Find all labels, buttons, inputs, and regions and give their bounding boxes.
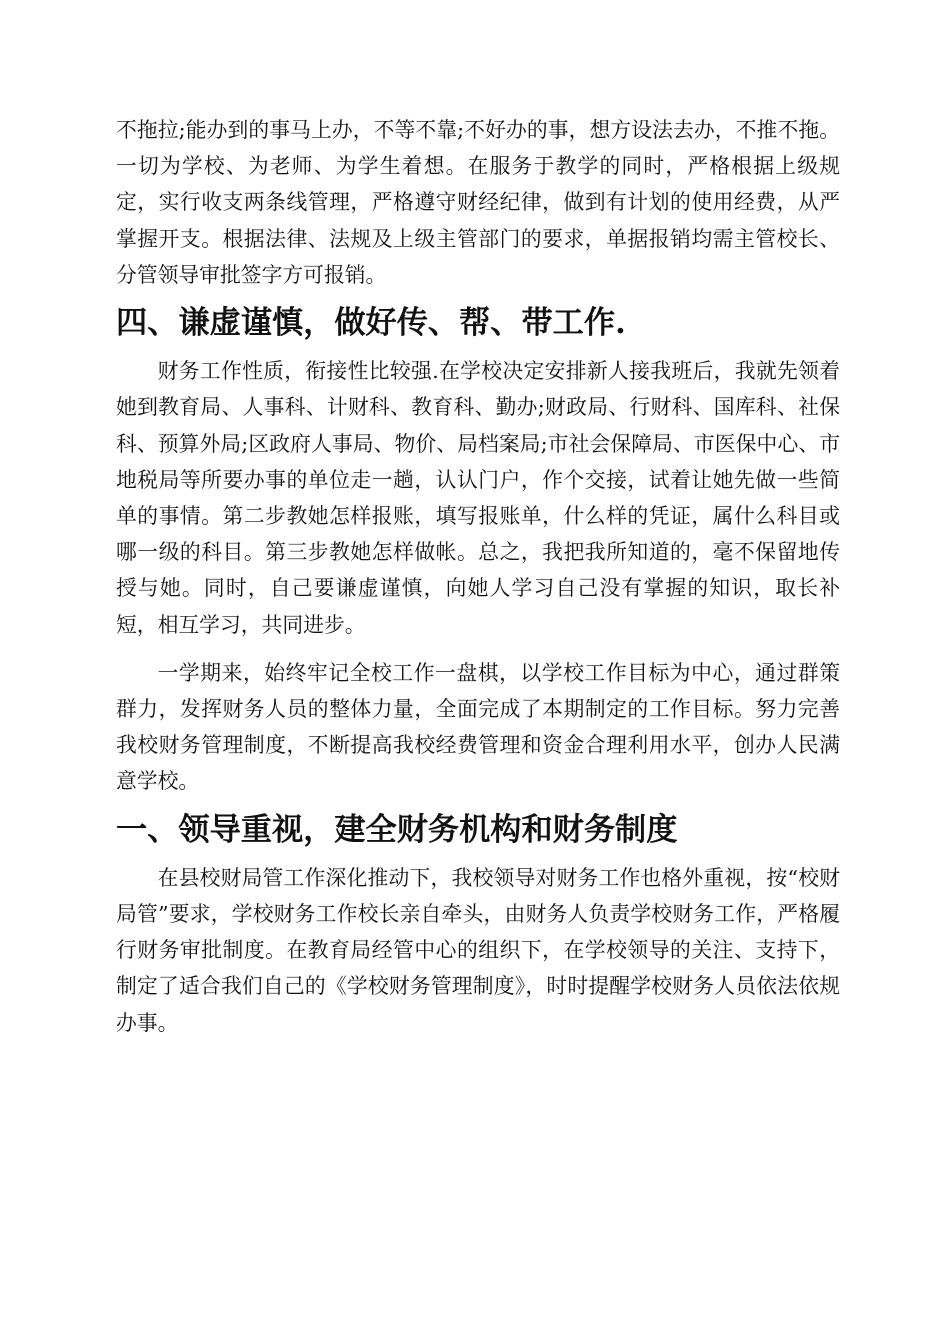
paragraph-leadership: 在县校财局管工作深化推动下，我校领导对财务工作也格外重视，按“校财局管”要求，学校财务工作校长亲自牵头，由财务人负责学校财务工作，严格履行财务审批制度。在教育局经管中心的组织下，在学校领导的关注、支持下，制定了适合我们自己的《学校财务管理制度》，时时提醒学校财务人员依法依规办事。 <box>116 865 840 1035</box>
section-heading-four: 四、谦虚谨慎，做好传、帮、带工作. <box>116 305 626 342</box>
paragraph-semester-summary: 一学期来，始终牢记全校工作一盘棋，以学校工作目标为中心，通过群策群力，发挥财务人员的整体力量，全面完成了本期制定的工作目标。努力完善我校财务管理制度，不断提高我校经费管理和资金合理利用水平，创办人民满意学校。 <box>116 660 840 794</box>
document-page <box>116 112 840 1053</box>
paragraph-mentoring: 财务工作性质，衔接性比较强.在学校决定安排新人接我班后，我就先领着她到教育局、人事科、计财科、教育科、勤办;财政局、行财科、国库科、社保科、预算外局;区政府人事局、物价、局档案局;市社会保障局、市医保中心、市地税局等所要办事的单位走一趟，认认门户，作个交接，试着让她先做一些简单的事情。第二步教她怎样报账，填写报账单，什么样的凭证，属什么科目或哪一级的科目。第三步教她怎样做帐。总之，我把我所知道的，毫不保留地传授与她。同时，自己要谦虚谨慎，向她人学习自己没有掌握的知识，取长补短，相互学习，共同进步。 <box>116 359 840 637</box>
paragraph-service-principles: 不拖拉;能办到的事马上办，不等不靠;不好办的事，想方设法去办，不推不拖。一切为学校、为老师、为学生着想。在服务于教学的同时，严格根据上级规定，实行收支两条线管理，严格遵守财经纪律，做到有计划的使用经费，从严掌握开支。根据法律、法规及上级主管部门的要求，单据报销均需主管校长、分管领导审批签字方可报销。 <box>116 118 840 287</box>
section-heading-one: 一、领导重视，建全财务机构和财务制度 <box>116 811 678 848</box>
